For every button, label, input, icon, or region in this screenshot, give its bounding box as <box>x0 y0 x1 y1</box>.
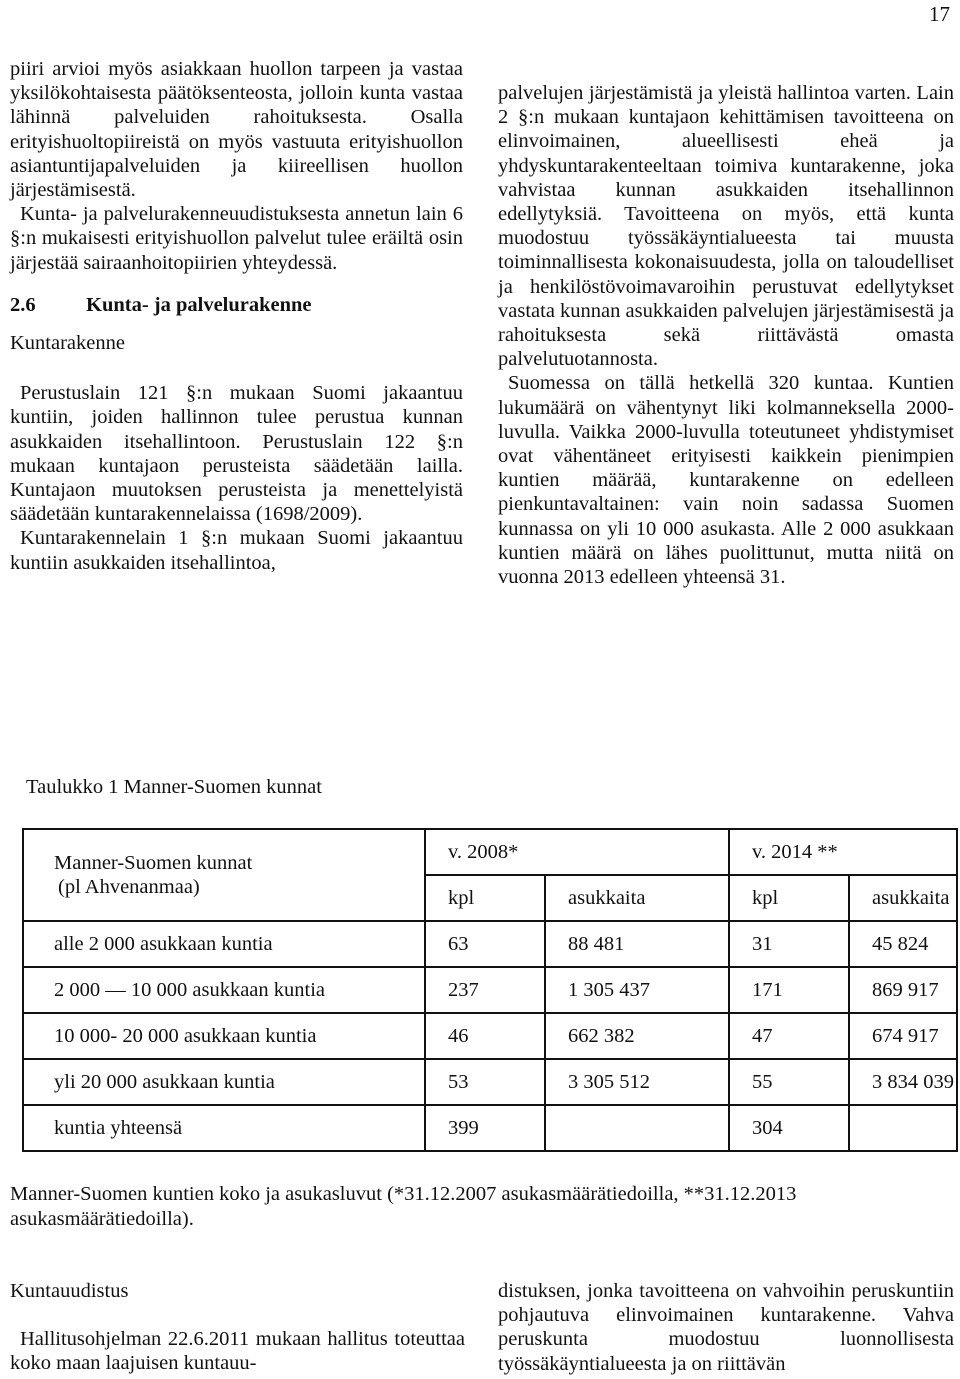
table-row <box>23 1013 957 1059</box>
table-footnote: Manner-Suomen kuntien koko ja asukasluvut (*31.12.2007 asukasmäärätiedoilla, **31.12.2013 asukasmäärätiedoilla). <box>10 1183 797 1230</box>
cell-kpl-2014: 31 <box>729 921 849 967</box>
table-row <box>23 921 957 967</box>
row-label: kuntia yhteensä <box>23 1105 425 1151</box>
table-total-row <box>23 1105 957 1151</box>
cell-asukkaita-2008: 3 305 512 <box>545 1059 729 1105</box>
row-label: yli 20 000 asukkaan kuntia <box>23 1059 425 1105</box>
row-label: 2 000 — 10 000 asukkaan kuntia <box>23 967 425 1013</box>
right-column <box>498 81 954 589</box>
bottom-right-paragraph: distuksen, jonka tavoitteena on vahvoihin peruskuntiin pohjautuva elinvoimainen kuntarakenne. Vahva peruskunta muodostuu luonnollisesta työssäkäyntialueesta ja on riittävän <box>498 1280 954 1375</box>
right-paragraph-1: palvelujen järjestämistä ja yleistä hallintoa varten. Lain 2 §:n mukaan kuntajaon kehittämisen tavoitteena on elinvoimainen, alueellisesti eheä ja yhdyskuntarakenteeltaan toimiva kuntarakenne, joka vahvistaa kunnan asukkaiden itsehallinnon edellytyksiä. Tavoitteena on myös, että kunta muodostuu työssäkäyntialueesta tai muusta toiminnallisesta kokonaisuudesta, jolla on taloudelliset ja henkilöstövoimavaroihin perustuvat edellytykset vastata kunnan asukkaiden palvelujen järjestämisestä ja rahoituksesta sekä riittävästä omasta palvelutuotannosta. <box>498 82 954 371</box>
bottom-left-paragraph: Hallitusohjelman 22.6.2011 mukaan hallitus toteuttaa koko maan laajuisen kuntauu- <box>10 1328 465 1375</box>
cell-asukkaita-2008: 1 305 437 <box>545 967 729 1013</box>
header-asukkaita-2008: asukkaita <box>545 875 729 921</box>
kuntauudistus-heading: Kuntauudistus <box>10 1280 129 1302</box>
municipality-table <box>22 828 958 1152</box>
cell-asukkaita-2014: 674 917 <box>849 1013 957 1059</box>
header-year-2014: v. 2014 ** <box>729 829 957 875</box>
cell-asukkaita-2008 <box>545 1105 729 1151</box>
header-label-line-1: Manner-Suomen kunnat <box>54 852 253 874</box>
cell-asukkaita-2014: 3 834 039 <box>849 1059 957 1105</box>
subheading: Kuntarakenne <box>10 332 125 355</box>
cell-kpl-2014: 55 <box>729 1059 849 1105</box>
table-header-row <box>23 829 957 875</box>
cell-kpl-2008: 399 <box>425 1105 545 1151</box>
row-label: 10 000- 20 000 asukkaan kuntia <box>23 1013 425 1059</box>
page-number: 17 <box>929 2 950 26</box>
table-header-label <box>23 829 425 921</box>
header-kpl-2014: kpl <box>729 875 849 921</box>
cell-asukkaita-2014: 45 824 <box>849 921 957 967</box>
cell-kpl-2014: 47 <box>729 1013 849 1059</box>
cell-asukkaita-2014: 869 917 <box>849 967 957 1013</box>
table-row <box>23 1059 957 1105</box>
cell-asukkaita-2008: 88 481 <box>545 921 729 967</box>
cell-kpl-2014: 171 <box>729 967 849 1013</box>
header-year-2008: v. 2008* <box>425 829 729 875</box>
cell-asukkaita-2014 <box>849 1105 957 1151</box>
bottom-left-column <box>10 1279 465 1376</box>
section-title: Kunta- ja palvelurakenne <box>86 293 312 316</box>
left-paragraph-3: Perustuslain 121 §:n mukaan Suomi jakaantuu kuntiin, joiden hallinnon tulee perustua kunnan asukkaiden itsehallintoon. Perustuslain 122 §:n mukaan kuntajaon perusteista säädetään lailla. Kuntajaon muutoksen perusteista ja menettelyistä säädetään kuntarakennelaissa (1698/2009). <box>10 382 463 526</box>
cell-kpl-2008: 53 <box>425 1059 545 1105</box>
cell-kpl-2008: 63 <box>425 921 545 967</box>
left-paragraph-2: Kunta- ja palvelurakenneuudistuksesta annetun lain 6 §:n mukaisesti erityishuollon palvelut tulee eräiltä osin järjestää sairaanhoitopiirien yhteydessä. <box>10 203 463 274</box>
left-paragraph-1: piiri arvioi myös asiakkaan huollon tarpeen ja vastaa yksilökohtaisesta päätöksenteosta, jolloin kunta vastaa lähinnä palveluiden rahoituksesta. Osalla erityishuoltopiireistä on myös vastuuta erityishuollon asiantuntijapalveluiden ja kiireellisen huollon järjestämisestä. <box>10 58 463 202</box>
table-caption: Taulukko 1 Manner-Suomen kunnat <box>26 776 322 798</box>
bottom-right-column <box>498 1279 954 1376</box>
left-column <box>10 57 463 575</box>
right-paragraph-2: Suomessa on tällä hetkellä 320 kuntaa. Kuntien lukumäärä on vähentynyt liki kolmanneksella 2000-luvulla. Vaikka 2000-luvulla toteutuneet yhdistymiset ovat vähentäneet erityisesti kaikkein pienimpien kuntien määrää, kuntarakenne on edelleen pienkuntavaltainen: vain noin sadassa Suomen kunnassa on yli 10 000 asukasta. Alle 2 000 asukkaan kuntien määrä on lähes puolittunut, mutta niitä on vuonna 2013 edelleen yhteensä 31. <box>498 372 954 589</box>
section-heading <box>10 293 463 317</box>
header-kpl-2008: kpl <box>425 875 545 921</box>
cell-kpl-2008: 46 <box>425 1013 545 1059</box>
header-asukkaita-2014: asukkaita <box>849 875 957 921</box>
cell-kpl-2014: 304 <box>729 1105 849 1151</box>
section-number: 2.6 <box>10 293 36 316</box>
header-label-line-2: (pl Ahvenanmaa) <box>58 876 200 898</box>
left-paragraph-4: Kuntarakennelain 1 §:n mukaan Suomi jakaantuu kuntiin asukkaiden itsehallintoa, <box>10 527 463 574</box>
cell-kpl-2008: 237 <box>425 967 545 1013</box>
cell-asukkaita-2008: 662 382 <box>545 1013 729 1059</box>
row-label: alle 2 000 asukkaan kuntia <box>23 921 425 967</box>
table-row <box>23 967 957 1013</box>
